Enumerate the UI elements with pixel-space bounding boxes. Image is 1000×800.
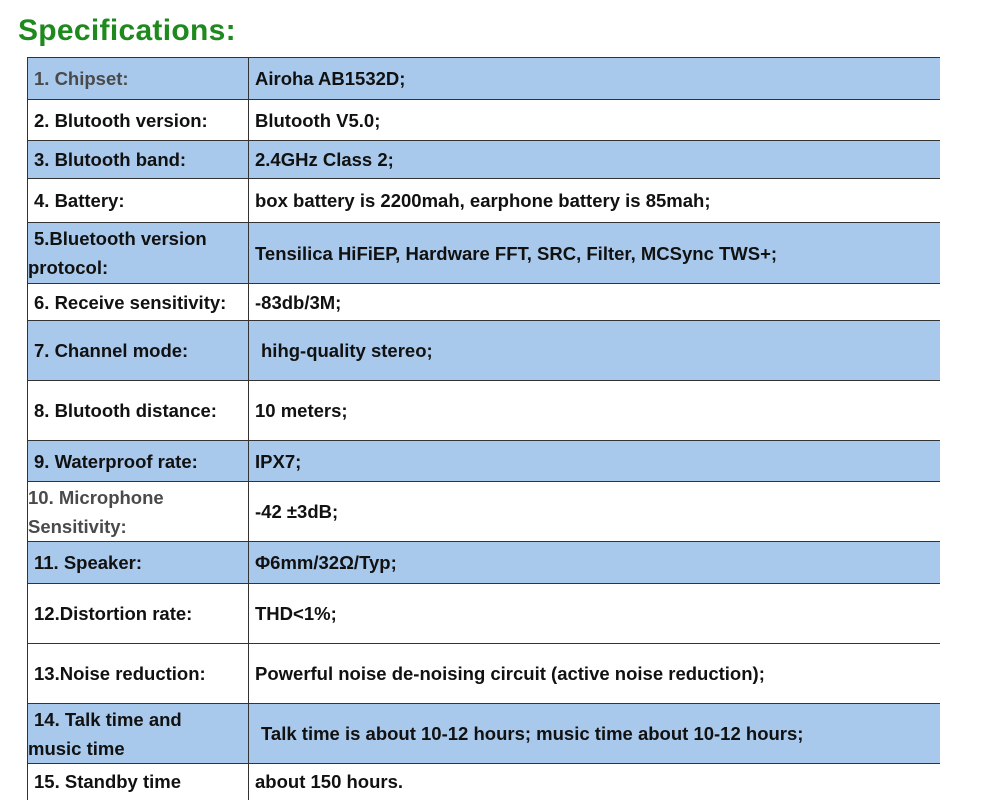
spec-value-bluetooth-version: Blutooth V5.0; [249,100,941,141]
table-row [28,141,941,179]
spec-value-battery: box battery is 2200mah, earphone battery is 85mah; [249,179,941,223]
table-row [28,482,941,542]
spec-label-bluetooth-version: 2. Blutooth version: [28,100,249,141]
spec-label-microphone-sensitivity [28,482,249,542]
spec-value-receive-sensitivity: -83db/3M; [249,284,941,321]
table-row [28,381,941,441]
spec-label-bluetooth-distance: 8. Blutooth distance: [28,381,249,441]
table-row [28,441,941,482]
spec-label-line2: music time [28,737,125,759]
spec-label-bluetooth-band: 3. Blutooth band: [28,141,249,179]
spec-label-bluetooth-protocol [28,223,249,284]
table-row [28,179,941,223]
spec-value-bluetooth-band: 2.4GHz Class 2; [249,141,941,179]
table-row [28,58,941,100]
spec-value-talk-time: Talk time is about 10-12 hours; music time about 10-12 hours; [249,704,941,764]
spec-value-microphone-sensitivity: -42 ±3dB; [249,482,941,542]
spec-value-noise-reduction: Powerful noise de-noising circuit (active noise reduction); [249,644,941,704]
spec-label-distortion-rate: 12.Distortion rate: [28,584,249,644]
table-row [28,284,941,321]
spec-label-chipset: 1. Chipset: [28,58,249,100]
spec-label-waterproof-rate: 9. Waterproof rate: [28,441,249,482]
table-row [28,764,941,800]
spec-value-distortion-rate: THD<1%; [249,584,941,644]
spec-value-bluetooth-protocol: Tensilica HiFiEP, Hardware FFT, SRC, Filter, MCSync TWS+; [249,223,941,284]
spec-label-standby-time: 15. Standby time [28,764,249,800]
spec-label-channel-mode: 7. Channel mode: [28,321,249,381]
spec-value-bluetooth-distance: 10 meters; [249,381,941,441]
specifications-table [27,57,940,800]
spec-value-speaker: Φ6mm/32Ω/Typ; [249,542,941,584]
table-row [28,644,941,704]
page-title: Specifications: [18,14,236,47]
spec-label-line1: 14. Talk time and [34,708,182,730]
spec-label-line1: 5.Bluetooth version [34,228,207,249]
table-row [28,100,941,141]
spec-label-line1: 10. Microphone [28,486,164,508]
spec-value-channel-mode: hihg-quality stereo; [249,321,941,381]
spec-label-talk-time [28,704,249,764]
spec-label-receive-sensitivity: 6. Receive sensitivity: [28,284,249,321]
table-row [28,223,941,284]
spec-value-waterproof-rate: IPX7; [249,441,941,482]
table-row [28,321,941,381]
spec-label-speaker: 11. Speaker: [28,542,249,584]
spec-label-noise-reduction: 13.Noise reduction: [28,644,249,704]
table-row [28,704,941,764]
spec-value-standby-time: about 150 hours. [249,764,941,800]
spec-label-battery: 4. Battery: [28,179,249,223]
table-row [28,542,941,584]
spec-label-line2: protocol: [28,257,109,278]
spec-label-line2: Sensitivity: [28,515,127,537]
spec-value-chipset: Airoha AB1532D; [249,58,941,100]
table-row [28,584,941,644]
